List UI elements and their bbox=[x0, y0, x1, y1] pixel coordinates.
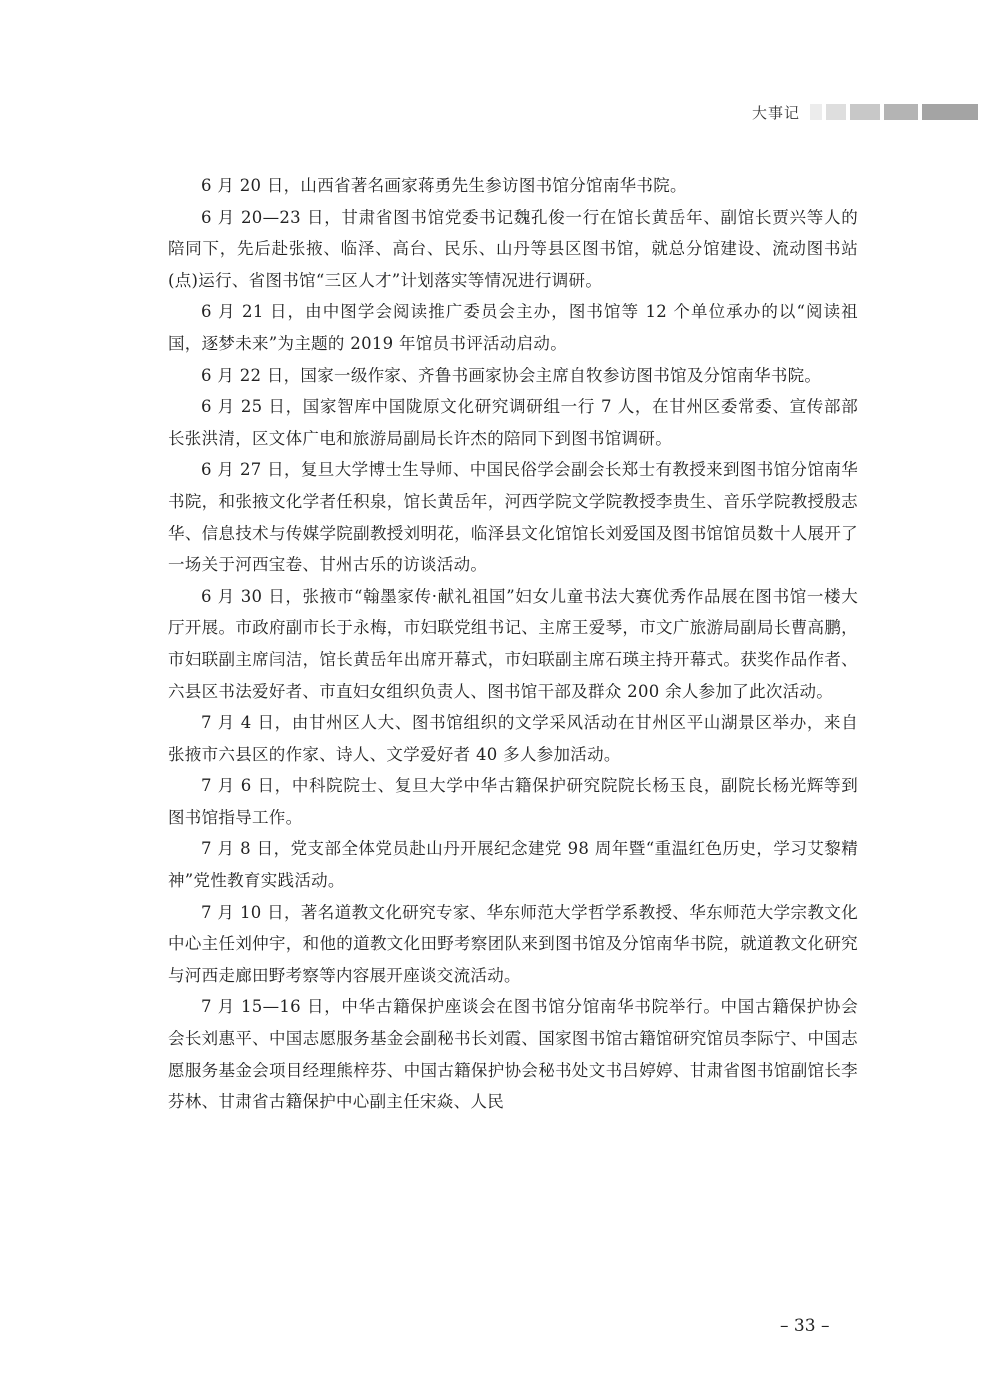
header-decor-bar bbox=[922, 104, 978, 120]
chronicle-entry: 6 月 20—23 日，甘肃省图书馆党委书记魏孔俊一行在馆长黄岳年、副馆长贾兴等人的陪同下，先后赴张掖、临泽、高台、民乐、山丹等县区图书馆，就总分馆建设、流动图书站(点)运行、省图书馆“三区人才”计划落实等情况进行调研。 bbox=[168, 207, 858, 290]
chronicle-entry: 6 月 30 日，张掖市“翰墨家传·献礼祖国”妇女儿童书法大赛优秀作品展在图书馆一楼大厅开展。市政府副市长于永梅，市妇联党组书记、主席王爱琴，市文广旅游局副局长曹高鹏，市妇联副主席闫洁，馆长黄岳年出席开幕式，市妇联副主席石瑛主持开幕式。获奖作品作者、六县区书法爱好者、市直妇女组织负责人、图书馆干部及群众 200 余人参加了此次活动。 bbox=[168, 586, 858, 701]
running-header bbox=[752, 101, 978, 123]
chronicle-entry: 7 月 15—16 日，中华古籍保护座谈会在图书馆分馆南华书院举行。中国古籍保护协会会长刘惠平、中国志愿服务基金会副秘书长刘霞、国家图书馆古籍馆研究馆员李际宁、中国志愿服务基金会项目经理熊梓芬、中国古籍保护协会秘书处文书吕婷婷、甘肃省图书馆副馆长李芬林、甘肃省古籍保护中心副主任宋焱、人民 bbox=[168, 997, 858, 1112]
chronicle-entry: 7 月 8 日，党支部全体党员赴山丹开展纪念建党 98 周年暨“重温红色历史，学习艾黎精神”党性教育实践活动。 bbox=[168, 839, 858, 891]
chronicle-entry: 6 月 27 日，复旦大学博士生导师、中国民俗学会副会长郑士有教授来到图书馆分馆南华书院，和张掖文化学者任积泉，馆长黄岳年，河西学院文学院教授李贵生、音乐学院教授殷志华、信息技术与传媒学院副教授刘明花，临泽县文化馆馆长刘爱国及图书馆馆员数十人展开了一场关于河西宝卷、甘州古乐的访谈活动。 bbox=[168, 460, 858, 575]
chronicle-entry: 7 月 4 日，由甘州区人大、图书馆组织的文学采风活动在甘州区平山湖景区举办，来自张掖市六县区的作家、诗人、文学爱好者 40 多人参加活动。 bbox=[168, 713, 858, 764]
chronicle-entry: 6 月 21 日，由中图学会阅读推广委员会主办，图书馆等 12 个单位承办的以“阅读祖国，逐梦未来”为主题的 2019 年馆员书评活动启动。 bbox=[168, 302, 858, 353]
chronicle-body bbox=[168, 170, 858, 1118]
chronicle-entry: 7 月 10 日，著名道教文化研究专家、华东师范大学哲学系教授、华东师范大学宗教文化中心主任刘仲宇，和他的道教文化田野考察团队来到图书馆及分馆南华书院，就道教文化研究与河西走廊田野考察等内容展开座谈交流活动。 bbox=[168, 902, 858, 985]
chronicle-entry: 6 月 22 日，国家一级作家、齐鲁书画家协会主席自牧参访图书馆及分馆南华书院。 bbox=[201, 365, 822, 385]
header-title: 大事记 bbox=[752, 103, 801, 122]
header-decor-bar bbox=[850, 104, 880, 120]
header-decor-bar bbox=[884, 104, 918, 120]
header-decor-bar bbox=[810, 104, 822, 120]
chronicle-entry: 6 月 25 日，国家智库中国陇原文化研究调研组一行 7 人，在甘州区委常委、宣传部部长张洪清，区文体广电和旅游局副局长许杰的陪同下到图书馆调研。 bbox=[168, 397, 858, 448]
header-decor-bar bbox=[826, 104, 846, 120]
chronicle-entry: 7 月 6 日，中科院院士、复旦大学中华古籍保护研究院院长杨玉良，副院长杨光辉等到图书馆指导工作。 bbox=[168, 776, 858, 827]
page-number: – 33 – bbox=[780, 1316, 830, 1336]
chronicle-entry: 6 月 20 日，山西省著名画家蒋勇先生参访图书馆分馆南华书院。 bbox=[201, 176, 687, 195]
